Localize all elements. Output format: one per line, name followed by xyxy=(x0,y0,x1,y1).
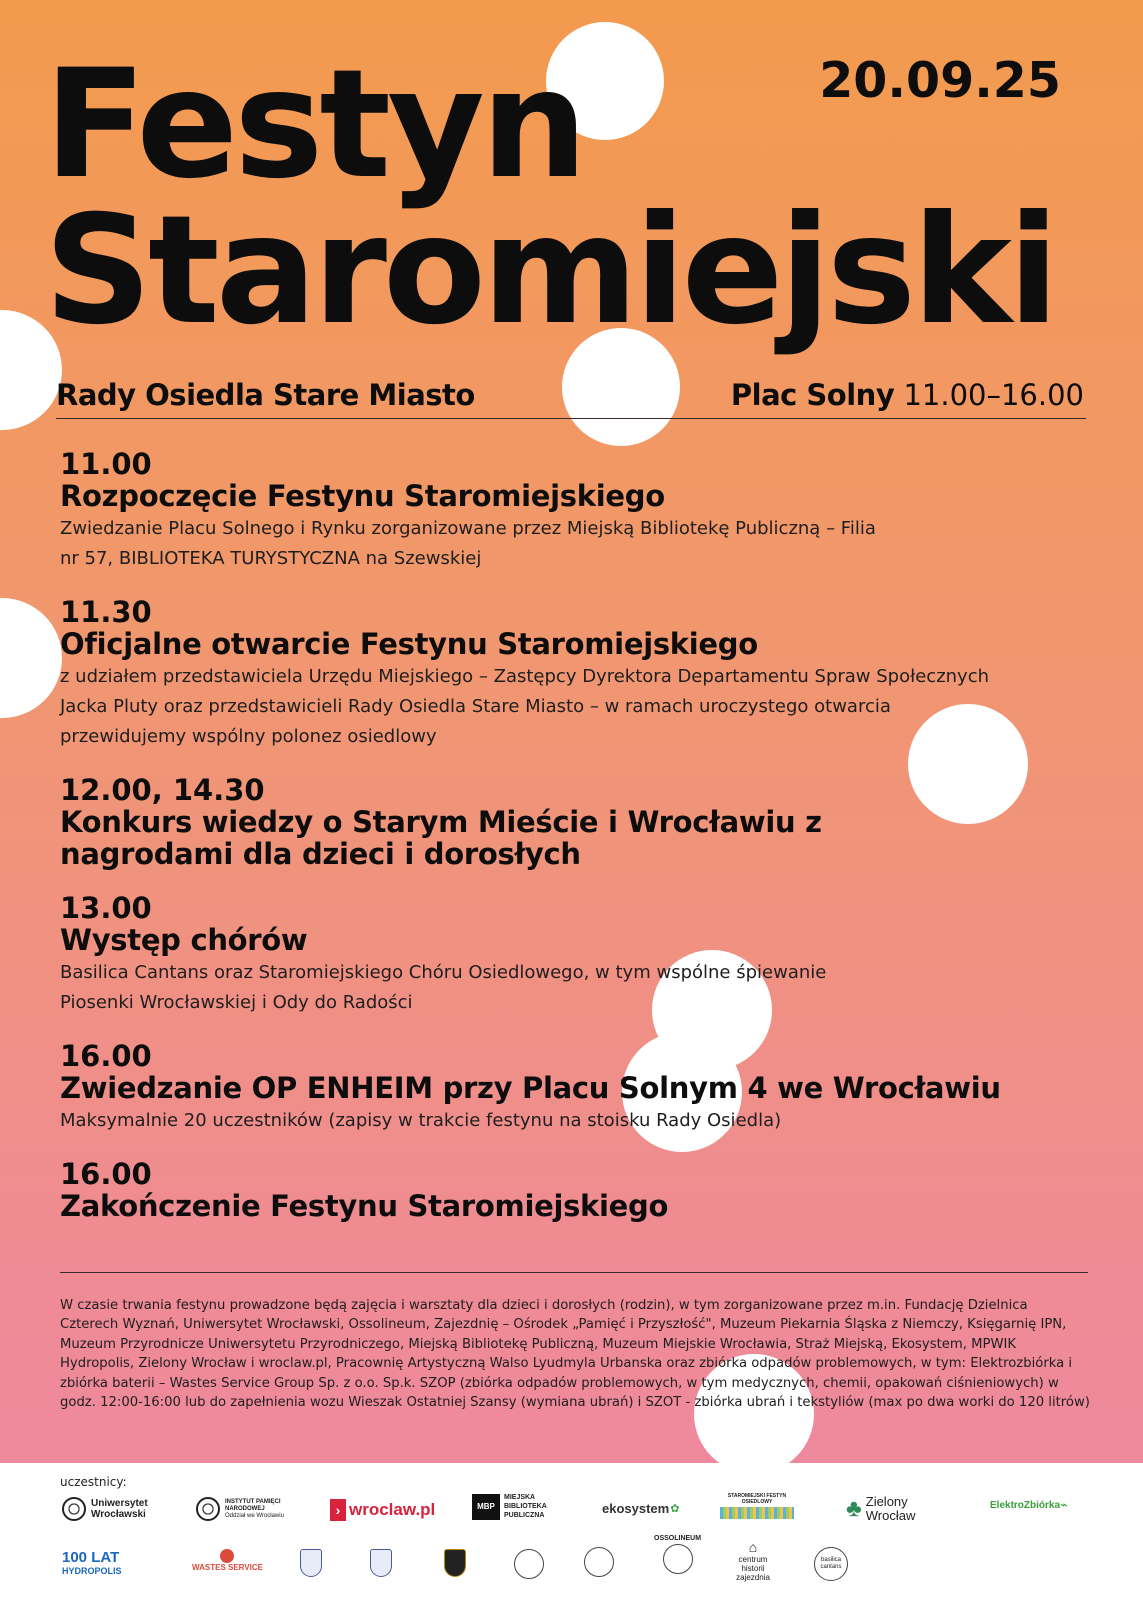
schedule-item xyxy=(60,892,1060,1018)
crest-logo xyxy=(300,1549,322,1577)
schedule-time: 12.00, 14.30 xyxy=(60,773,265,807)
ipn-name: INSTYTUT PAMIĘCI NARODOWEJ xyxy=(225,1499,281,1512)
schedule-item xyxy=(60,1040,1060,1136)
mbp-logo xyxy=(472,1493,556,1520)
schedule xyxy=(60,448,1060,1244)
ossolineum-seal-icon xyxy=(663,1544,693,1574)
beetle-icon xyxy=(514,1549,544,1579)
schedule-desc: Maksymalnie 20 uczestników (zapisy w trakcie festynu na stoisku Rady Osiedla) xyxy=(60,1110,782,1131)
zielony-text: Zielony Wrocław xyxy=(865,1494,916,1523)
decor-dot xyxy=(0,598,62,718)
hydropolis-name: HYDROPOLIS xyxy=(62,1566,122,1576)
schedule-desc: Zwiedzanie Placu Solnego i Rynku zorganizowane przez Miejską Bibliotekę Publiczną – Filia nr 57, BIBLIOTEKA TURYSTYCZNA na Szewskiej xyxy=(60,518,876,569)
uwr-seal-icon xyxy=(62,1497,86,1521)
ekosystem-text: ekosystem xyxy=(602,1501,670,1516)
centrum-text: centrum historii zajezdnia xyxy=(736,1555,770,1582)
centrum-zajezdnia-logo xyxy=(736,1539,770,1582)
wastes-service-logo xyxy=(192,1549,263,1572)
plug-icon: ⌁ xyxy=(1060,1497,1068,1512)
schedule-desc: z udziałem przedstawiciela Urzędu Miejskiego – Zastępcy Dyrektora Departamentu Spraw Społecznych Jacka Pluty oraz przedstawicieli Rady Osiedla Stare Miasto – w ramach uroczystego otwarcia przewidujemy wspólny polonez osiedlowy xyxy=(60,666,990,747)
venue-hours: 11.00–16.00 xyxy=(903,378,1084,412)
museum-logo xyxy=(514,1549,544,1579)
schedule-time: 16.00 xyxy=(60,1157,152,1191)
wroclaw-pl-text: wroclaw.pl xyxy=(349,1500,436,1519)
title-line-2: Staromiejski xyxy=(44,184,1056,358)
ekosystem-leaf-icon: ✿ xyxy=(670,1503,680,1515)
hydropolis-logo xyxy=(62,1549,122,1576)
schedule-time: 11.30 xyxy=(60,595,152,629)
basilica-text: basilica cantans xyxy=(820,1557,842,1570)
ossolineum-logo xyxy=(654,1535,701,1574)
crest-icon xyxy=(370,1549,392,1577)
schedule-title: Zwiedzanie OP ENHEIM przy Placu Solnym 4 we Wrocławiu xyxy=(60,1071,1001,1105)
ossolineum-name: OSSOLINEUM xyxy=(654,1535,702,1542)
schedule-title: Konkurs wiedzy o Starym Mieście i Wrocławiu z nagrodami dla dzieci i dorosłych xyxy=(60,805,822,871)
wastes-circle-icon xyxy=(220,1549,234,1563)
crest-logo xyxy=(370,1549,392,1577)
wroclaw-pl-logo xyxy=(330,1499,435,1521)
tram-icon: ⌂ xyxy=(748,1539,758,1555)
title-line-1: Festyn xyxy=(44,38,584,212)
police-badge-logo xyxy=(444,1549,466,1577)
mbp-box-icon: MBP xyxy=(472,1494,500,1520)
schedule-desc: Basilica Cantans oraz Staromiejskiego Chóru Osiedlowego, w tym wspólne śpiewanie Piosenki Wrocławskiej i Ody do Radości xyxy=(60,962,827,1013)
venue xyxy=(731,378,1084,412)
bread-icon xyxy=(584,1547,614,1577)
clef-icon xyxy=(814,1547,848,1581)
schedule-title: Występ chórów xyxy=(60,923,308,957)
schedule-item xyxy=(60,596,1060,752)
schedule-item xyxy=(60,448,1060,574)
crest-icon xyxy=(300,1549,322,1577)
festyn-logo xyxy=(720,1493,794,1519)
schedule-item xyxy=(60,774,1060,870)
festyn-logo-text: STAROMIEJSKI FESTYN OSIEDLOWY xyxy=(727,1493,787,1505)
ekosystem-logo xyxy=(602,1501,679,1516)
zielony-wroclaw-logo xyxy=(846,1495,930,1523)
festyn-stripes-icon xyxy=(720,1507,794,1519)
schedule-title: Oficjalne otwarcie Festynu Staromiejskiego xyxy=(60,627,758,661)
notes-paragraph: W czasie trwania festynu prowadzone będą zajęcia i warsztaty dla dzieci i dorosłych (rodzin), w tym zorganizowane przez m.in. Fundację Dzielnica Czterech Wyznań, Uniwersytet Wrocławski, Ossolineum, Zajezdnię – Ośrodek „Pamięć i Przyszłość", Muzeum Piekarnia Śląska z Niemczy, Księgarnię IPN, Muzeum Przyrodnicze Uniwersytetu Przyrodniczego, Miejską Bibliotekę Publiczną, Muzeum Miejskie Wrocławia, Straż Miejską, Ekosystem, MPWIK Hydropolis, Zielony Wrocław i wroclaw.pl, Pracownię Artystyczną Walso Lyudmyla Urbanska oraz zbiórka odpadów problemowych, w tym: Elektrozbiórka i zbiórka baterii – Wastes Service Group Sp. z o.o. Sp.k. SZOP (zbiórka odpadów problemowych, w tym medycznych, chemii, opakowań ciśnieniowych) w godz. 12:00-16:00 lub do zapełnienia wozu Wieszak Ostatniej Szansy (wymiana ubrań) i SZOT - zbiórka ubrań i tekstyliów (max po dwa worki do 120 litrów) xyxy=(60,1298,1090,1411)
schedule-time: 13.00 xyxy=(60,891,152,925)
elektro-text: ElektroZbiórka xyxy=(990,1499,1061,1511)
wastes-text: WASTES SERVICE xyxy=(192,1563,263,1572)
mbp-name: MIEJSKA BIBLIOTEKA PUBLICZNA xyxy=(504,1494,547,1519)
schedule-title: Rozpoczęcie Festynu Staromiejskiego xyxy=(60,479,665,513)
hydropolis-years: 100 LAT xyxy=(62,1549,120,1566)
schedule-title: Zakończenie Festynu Staromiejskiego xyxy=(60,1189,669,1223)
schedule-time: 16.00 xyxy=(60,1039,152,1073)
schedule-item xyxy=(60,1158,1060,1222)
ipn-logo xyxy=(196,1497,295,1521)
participants-footer xyxy=(0,1463,1143,1600)
elektrozbiorka-logo xyxy=(990,1497,1068,1513)
venue-name: Plac Solny xyxy=(730,378,895,412)
ipn-branch: Oddział we Wrocławiu xyxy=(225,1513,284,1519)
basilica-cantans-logo xyxy=(814,1547,848,1581)
organizer: Rady Osiedla Stare Miasto xyxy=(56,378,475,412)
badge-icon xyxy=(444,1549,466,1577)
schedule-time: 11.00 xyxy=(60,447,152,481)
event-date: 20.09.25 xyxy=(819,52,1061,109)
wroclaw-arrow-icon: › xyxy=(330,1499,346,1521)
participants-label: uczestnicy: xyxy=(60,1475,127,1489)
uwr-name: Uniwersytet Wrocławski xyxy=(91,1498,148,1520)
uwr-logo xyxy=(62,1497,153,1521)
divider-top xyxy=(56,418,1086,419)
tree-icon: ♣ xyxy=(846,1495,862,1522)
divider-bottom xyxy=(60,1272,1088,1273)
museum-logo xyxy=(584,1547,614,1577)
ipn-eagle-icon xyxy=(196,1497,220,1521)
